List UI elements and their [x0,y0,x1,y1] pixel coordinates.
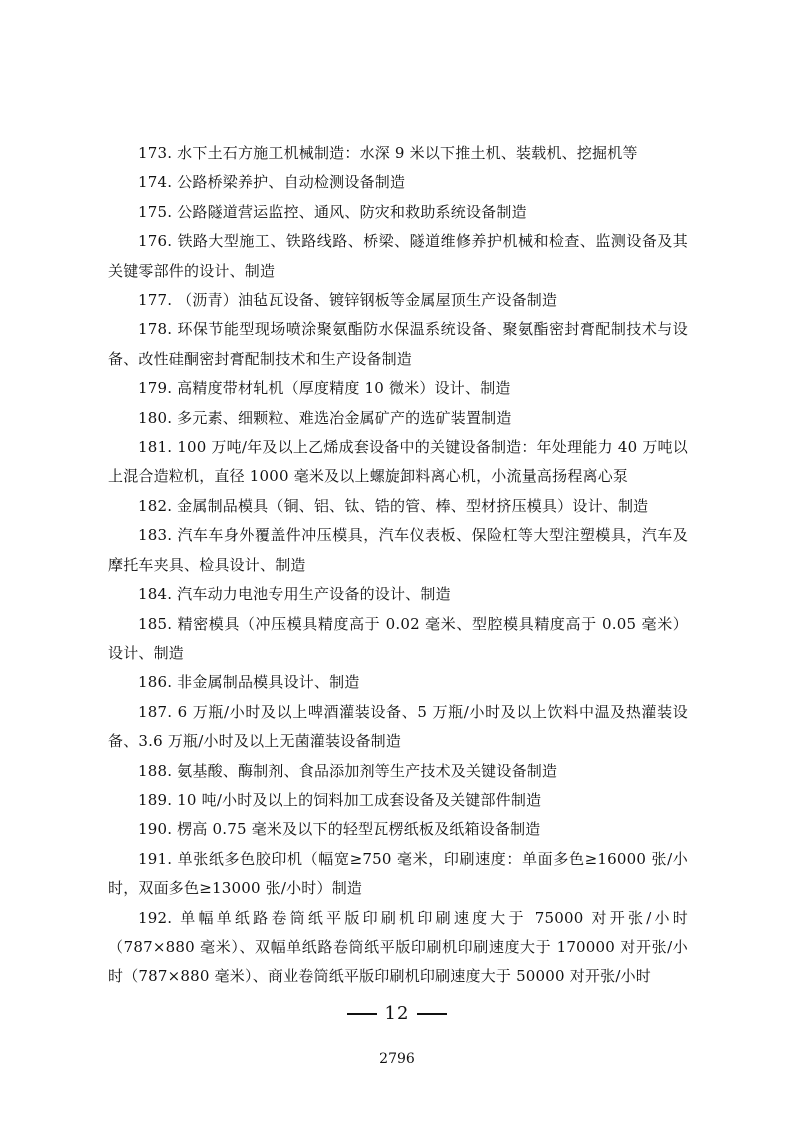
list-item: 182. 金属制品模具（铜、铝、钛、锆的管、棒、型材挤压模具）设计、制造 [138,496,649,515]
list-item: 174. 公路桥梁养护、自动检测设备制造 [138,173,406,192]
page-number: 12 [384,1003,410,1024]
list-item: 173. 水下土石方施工机械制造：水深 9 米以下推土机、装载机、挖掘机等 [138,144,638,162]
list-item: 190. 楞高 0.75 毫米及以下的轻型瓦楞纸板及纸箱设备制造 [138,820,541,839]
page-number-footer [0,1003,794,1024]
list-item: 187. 6 万瓶/小时及以上啤酒灌装设备、5 万瓶/小时及以上饮料中温及热灌装设备、3.6 万瓶/小时及以上无菌灌装设备制造 [108,702,688,751]
list-item: 178. 环保节能型现场喷涂聚氨酯防水保温系统设备、聚氨酯密封膏配制技术与设备、改性硅酮密封膏配制技术和生产设备制造 [108,320,688,368]
list-item: 180. 多元素、细颗粒、难选冶金属矿产的选矿装置制造 [138,408,512,427]
list-item: 186. 非金属制品模具设计、制造 [138,673,360,692]
list-item: 183. 汽车车身外覆盖件冲压模具，汽车仪表板、保险杠等大型注塑模具，汽车及摩托车夹具、检具设计、制造 [108,526,688,574]
list-item: 181. 100 万吨/年及以上乙烯成套设备中的关键设备制造：年处理能力 40 万吨以上混合造粒机，直径 1000 毫米及以上螺旋卸料离心机，小流量高扬程离心泵 [108,438,688,486]
list-item: 192. 单幅单纸路卷筒纸平版印刷机印刷速度大于 75000 对开张/小时（787×880 毫米）、双幅单纸路卷筒纸平版印刷机印刷速度大于 170000 对开张/小时（787×880 毫米）、商业卷筒纸平版印刷机印刷速度大于 50000 对开张/小时 [108,908,688,986]
list-item: 179. 高精度带材轧机（厚度精度 10 微米）设计、制造 [138,379,511,398]
archive-number: 2796 [379,1051,415,1067]
list-item: 177. （沥青）油毡瓦设备、镀锌钢板等金属屋顶生产设备制造 [138,291,558,310]
list-item: 176. 铁路大型施工、铁路线路、桥梁、隧道维修养护机械和检查、监测设备及其关键零部件的设计、制造 [108,232,688,280]
dash-left [347,1013,377,1015]
dash-right [417,1013,447,1015]
item-list [108,139,688,992]
list-item: 175. 公路隧道营运监控、通风、防灾和救助系统设备制造 [138,202,527,221]
list-item: 185. 精密模具（冲压模具精度高于 0.02 毫米、型腔模具精度高于 0.05 毫米）设计、制造 [108,614,688,662]
list-item: 189. 10 吨/小时及以上的饲料加工成套设备及关键部件制造 [138,790,542,809]
list-item: 184. 汽车动力电池专用生产设备的设计、制造 [138,585,451,604]
list-item: 191. 单张纸多色胶印机（幅宽≥750 毫米，印刷速度：单面多色≥16000 张/小时，双面多色≥13000 张/小时）制造 [108,849,688,898]
list-item: 188. 氨基酸、酶制剂、食品添加剂等生产技术及关键设备制造 [138,761,558,780]
